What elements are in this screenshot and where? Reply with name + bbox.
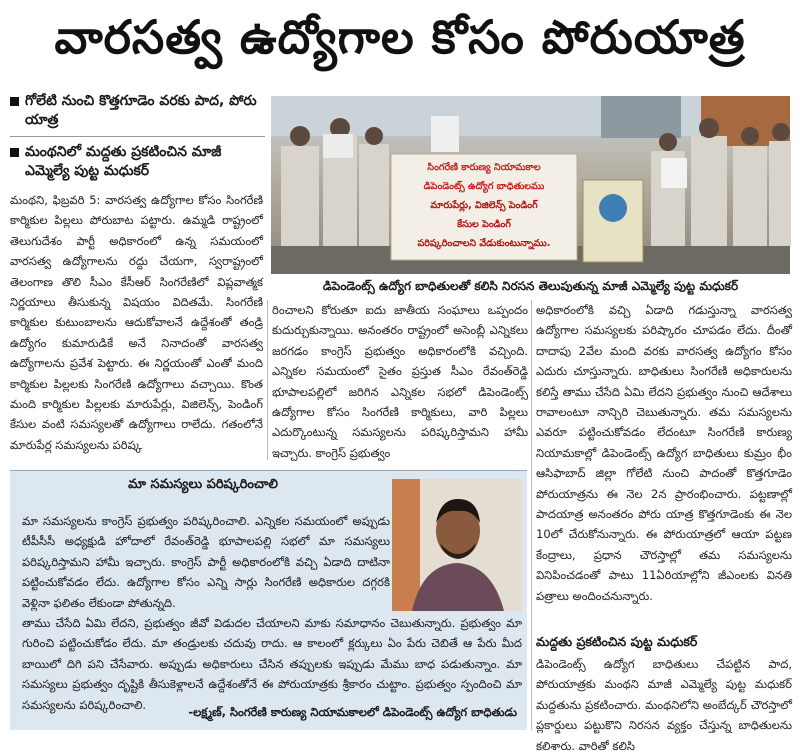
article-column-3: అధికారంలోకి వచ్చి ఏడాది గడుస్తున్నా వారసత్వ ఉద్యోగాల సమస్యలకు పరిష్కారం చూపడం లేదు. దీంతో దాదాపు 2వేల మంది వరకు వారసత్వ ఉద్యోగం కోసం ఎదురు చూస్తున్నారు. బాధితులు సింగరేణి అధికారులను కలిస్తే తాము చేసేది ఏమి లేదని ప్రభుత్వం నుంచి ఆదేశాలు రావాలంటూ నాన్చిరి చెబుతున్నారు. తమ సమస్యలను ఎవరూ పట్టించుకోవడం లేదంటూ సింగరేణి కారుణ్య నియామకాల్లో డిపెండెంట్స్ ఉద్యోగ బాధితులు కుమ్రం భీం ఆసిఫాబాద్ జిల్లా గోలేటి నుంచి పాదంతో కొత్తగూడెం పోరుయాత్రను ఈ నెల 2న ప్రారంభించారు. పట్టణాల్లో పాదయాత్ర అనంతరం పోరు యాత్ర కొత్తగూడెంకు ఈ నెల 10లో చేరుకోనున్నారు. ఈ పోరుయాత్రలో ఆయా పట్టణ కేంద్రాలు, ప్రధాన చౌరస్తాల్లో తమ సమస్యలను వినిపించడంతో పాటు 11ఏరియాల్లోని జీఎంలకు వినతి పత్రాలు అందించనున్నారు. [536, 303, 792, 603]
quote-signature: -లక్ష్మణ్, సింగరేణి కారుణ్య నియామకాలలో డిపెండెంట్స్ ఉద్యోగ బాధితుడు [188, 705, 517, 719]
banner-line: పరిష్కరించాలని వేడుకుంటున్నాము. [417, 238, 551, 249]
highlight-item [10, 92, 265, 130]
banner-line: కేసుల పెండింగ్ [457, 219, 511, 230]
column-divider [267, 300, 268, 460]
protest-banner [391, 158, 577, 253]
quote-box-title: మా సమస్యలు పరిష్కరించాలి [128, 477, 278, 492]
quote-text: మా సమస్యలను కాంగ్రెస్ ప్రభుత్వం పరిష్కరించాలి. ఎన్నికల సమయంలో అప్పుడు టీపీసీసీ అధ్యక్షుడి హోదాలో రేవంత్‌రెడ్డి భూపాలపల్లి సభలో మా సమస్యలు పరిష్కరిస్తామని హామీ ఇచ్చారు. కాంగ్రెస్ పార్టీ అధికారంలోకి వచ్చి ఏడాది దాటినా పట్టించుకోవడం లేదు. ఉద్యోగాల కోసం ఎన్ని సార్లు సింగరేణి అధికారుల దగ్గరకి వెళ్లినా ఫలితం లేకుండా పోతున్నది. [22, 514, 390, 610]
column-divider [531, 300, 532, 730]
portrait-illustration [392, 479, 522, 611]
article-column-2: రించాలని కోరుతూ ఐదు జాతీయ సంఘాలు ఒప్పందం కుదుర్చుకున్నాయి. అనంతరం రాష్ట్రంలో అసెంబ్లీ ఎన్నికలు జరగడం కాంగ్రెస్ ప్రభుత్వం అధికారంలోకి వచ్చింది. ఎన్నికల సమయంలో సైతం ప్రస్తుత సీఎం రేవంత్‌రెడ్డి భూపాలపల్లిలో జరిగిన ఎన్నికల సభలో డిపెండెంట్స్ ఉద్యోగాల కోసం సింగరేణి కార్మికులు, వారి పిల్లలు ఎదుర్కొంటున్న సమస్యలను పరిష్కరిస్తామని హామీ ఇచ్చారు. కాంగ్రెస్ ప్రభుత్వం [272, 303, 528, 460]
square-bullet-icon [10, 148, 19, 157]
highlight-text: గోలేటి నుంచి కొత్తగూడెం వరకు పాద, పోరు యాత్ర [25, 93, 257, 128]
article-column-3-continued: డిపెండెంట్స్ ఉద్యోగ బాధితులు చేపట్టిన పాద, పోరుయాత్రకు మంథని మాజీ ఎమ్మెల్యే పుట్ట మధుకర్ మద్దతును ప్రకటించారు. మంథనిలోని అంబేద్కర్ చౌరస్తాలో ప్లకార్డులు పట్టుకొని నిరసన వ్యక్తం చేస్తున్న బాధితులను కలిశారు. వారితో కలిసి [536, 657, 792, 753]
protest-photo [271, 96, 790, 274]
quote-box [10, 470, 527, 730]
divider [10, 136, 265, 137]
banner-line: డిపెండెంట్స్ ఉద్యోగ బాధితులము [423, 181, 545, 192]
quote-text-continued: తాము చేసేది ఏమి లేదని, ప్రభుత్వం జీవో విడుదల చేయాలని మాకు సమాధానం చెబుతున్నారు. ప్రభుత్వం మా గురించి పట్టించుకోడం లేదు. మా తండ్రులకు చదువు రాదు. ఆ కాలంలో క్లర్కులు ఏం పేరు చెబితే ఆ పేరు మీద బాయిలో దిగి పని చేసేవారు. అప్పుడు అధికారులు చేసిన తప్పులకు ఇప్పుడు మేము బాధ పడుతున్నాం. మా సమస్యలు ప్రభుత్వం దృష్టికి తీసుకెళ్లాలనే ఉద్దేశంతోనే ఈ పోరుయాత్రకు శ్రీకారం చుట్టాం. ప్రభుత్వం స్పందించి మా సమస్యలను పరిష్కరించాలి. [22, 616, 522, 712]
article-column-1: మంథని, ఫిబ్రవరి 5: వారసత్వ ఉద్యోగాల కోసం సింగరేణి కార్మికుల పిల్లలు పోరుబాట పట్టారు. ఉమ్మడి రాష్ట్రంలో తెలుగుదేశం పార్టీ అధికారంలో ఉన్న సమయంలో వారసత్వ ఉద్యోగాలను రద్దు చేయగా, స్వరాష్ట్రంలో తెలంగాణ తొలి సీఎం కేసీఆర్ సింగరేణిలో విప్లవాత్మక నిర్ణయాలు తీసుకున్న విషయం విదితమే. సింగరేణి కార్మికుల కుటుంబాలను ఆదుకోవాలనే ఉద్దేశంతో తండ్రి ఉద్యోగం కుమారుడికే అనే నినాదంతో వారసత్వ ఉద్యోగాలను ప్రవేశ పెట్టారు. ఈ నిర్ణయంతో ఎంతో మంది కార్మికుల పిల్లలకు సింగరేణి ఉద్యోగాలు వచ్చాయి. కొంత మంది కార్మికుల పిల్లలకు మారుపేర్లు, విజిలెన్స్, పెండింగ్ కేసుల వంటి సమస్యలతో ఉద్యోగాలు రాలేదు. గతంలోనే మారుపేర్ల సమస్యలను పరిష్క [10, 193, 263, 452]
highlight-item [10, 143, 265, 181]
portrait-photo [392, 479, 522, 611]
square-bullet-icon [10, 97, 19, 106]
highlights [10, 92, 265, 187]
headline: వారసత్వ ఉద్యోగాల కోసం పోరుయాత్ర [54, 10, 746, 64]
photo-caption: డిపెండెంట్స్ ఉద్యోగ బాధితులతో కలిసి నిరసన తెలుపుతున్న మాజీ ఎమ్మెల్యే పుట్ట మధుకర్ [322, 279, 739, 293]
banner-line: మారుపేర్లు, విజిలెన్స్ పెండింగ్ [430, 200, 538, 211]
banner-line: సింగరేణి కారుణ్య నియామకాల [427, 162, 541, 173]
highlight-text: మంథనిలో మద్దతు ప్రకటించిన మాజీ ఎమ్మెల్యే పుట్ట మధుకర్ [25, 144, 222, 179]
article-subheading: మద్దతు ప్రకటించిన పుట్ట మధుకర్ [536, 634, 698, 649]
